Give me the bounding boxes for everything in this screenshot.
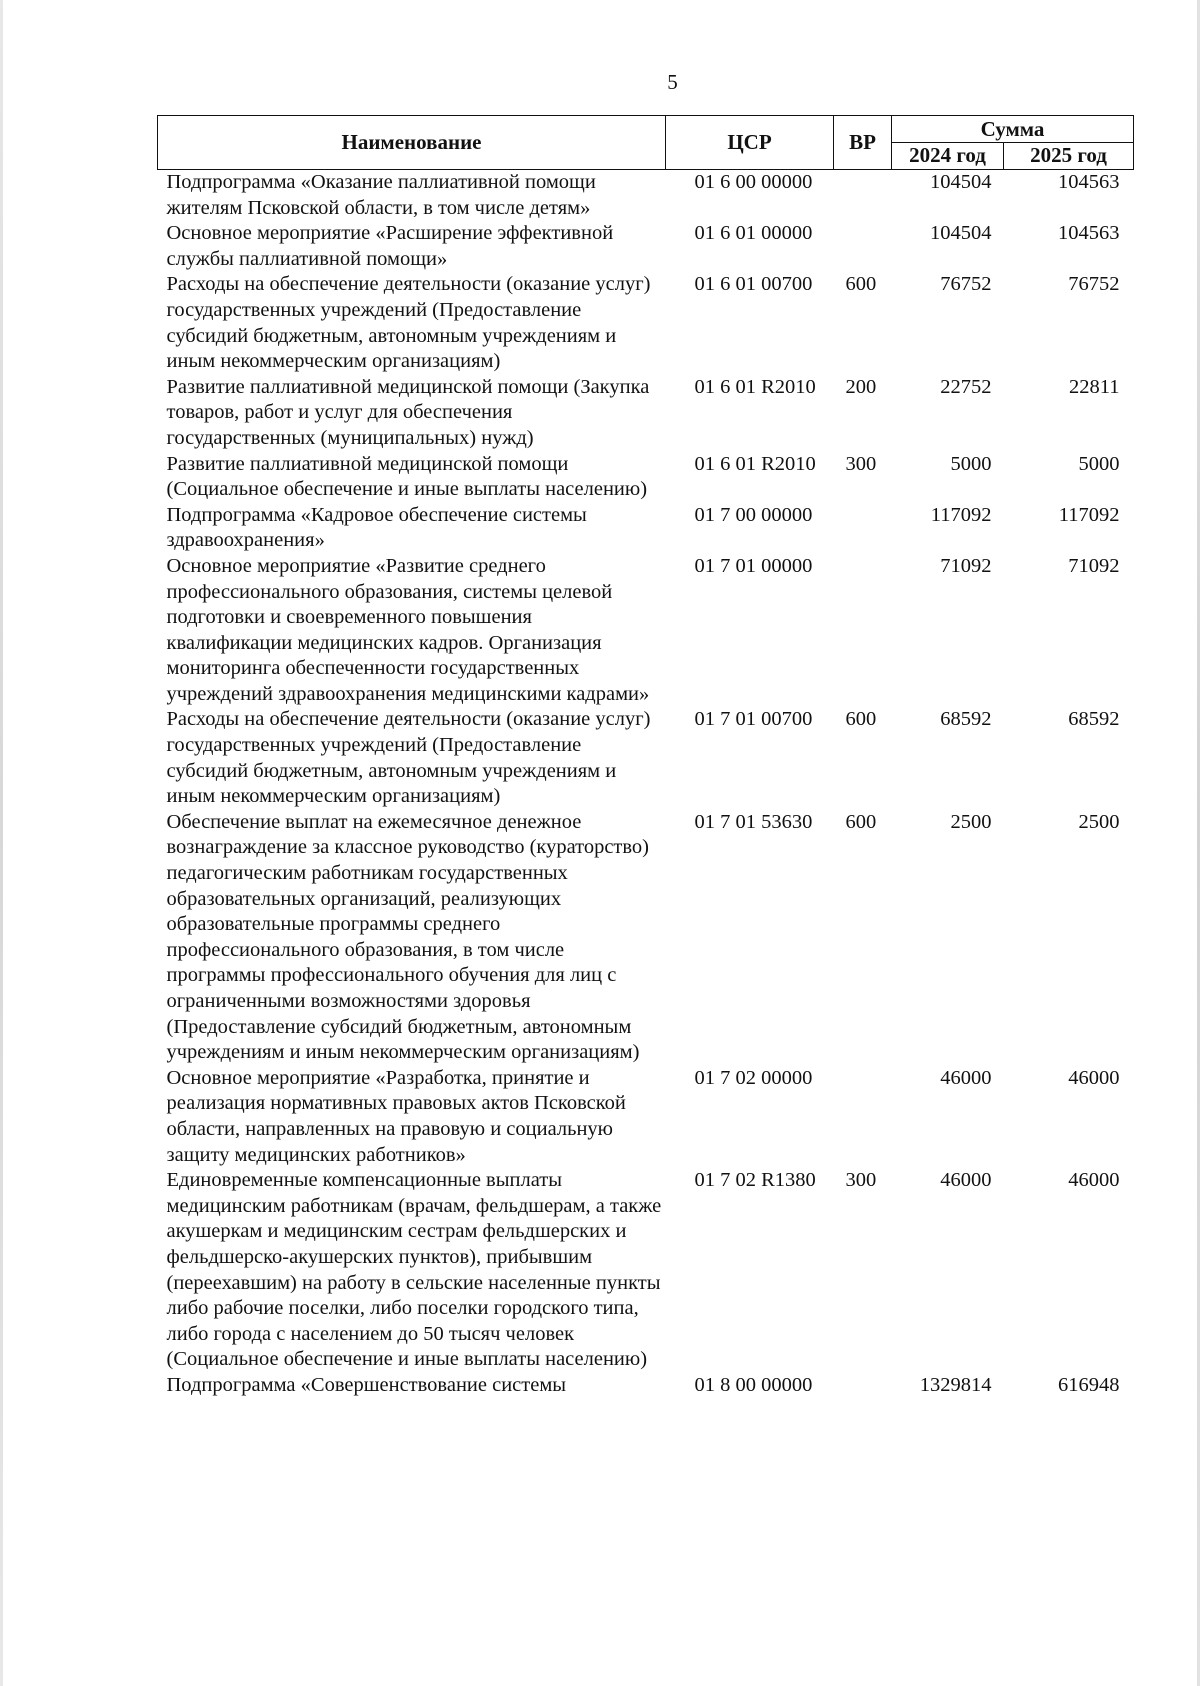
row-name: Основное мероприятие «Расширение эффективной службы паллиативной помощи» <box>166 222 614 270</box>
row-vr <box>834 1373 892 1399</box>
row-sum-2025: 104563 <box>1058 171 1120 193</box>
row-vr: 300 <box>845 1169 877 1192</box>
row-sum-2024: 76752 <box>940 273 992 296</box>
row-sum-2024: 104504 <box>930 171 992 193</box>
table-row <box>158 554 1134 708</box>
row-csr: 01 7 01 53630 <box>694 810 813 833</box>
row-csr: 01 6 00 00000 <box>694 171 813 193</box>
row-sum-2024: 1329814 <box>919 1373 992 1396</box>
row-csr: 01 7 02 R1380 <box>694 1169 816 1192</box>
page-number: 5 <box>667 70 678 94</box>
row-csr: 01 6 01 00700 <box>694 273 813 296</box>
row-sum-2024: 117092 <box>930 503 992 526</box>
row-sum-2025: 2500 <box>1078 810 1120 833</box>
row-sum-2024: 104504 <box>930 222 992 245</box>
table-row <box>158 810 1134 1066</box>
table-row <box>158 707 1134 809</box>
header-sum: Сумма <box>892 116 1134 143</box>
row-sum-2025: 71092 <box>1068 554 1120 577</box>
row-name: Основное мероприятие «Развитие среднего профессионального образования, системы целевой подготовки и своевременного повышения квалификации медицинских кадров. Организация мониторинга обеспеченности государственных учреждений здравоохранения медицинскими кадрами» <box>166 554 650 705</box>
table-header <box>158 116 1134 170</box>
row-csr: 01 7 02 00000 <box>694 1066 813 1089</box>
table-row <box>158 272 1134 374</box>
row-csr: 01 7 01 00000 <box>694 554 813 577</box>
row-sum-2025: 104563 <box>1058 222 1120 245</box>
row-sum-2025: 46000 <box>1068 1066 1120 1089</box>
row-sum-2025: 117092 <box>1058 503 1120 526</box>
row-csr: 01 7 00 00000 <box>694 503 813 526</box>
row-vr: 300 <box>845 452 877 475</box>
row-sum-2025: 76752 <box>1068 273 1120 296</box>
row-vr <box>834 1066 892 1168</box>
row-name: Обеспечение выплат на ежемесячное денежное вознаграждение за классное руководство (кураторство) педагогическим работникам государственных образовательных организаций, реализующих образовательные программы среднего профессионального образования, в том числе программы профессионального обучения для лиц с ограниченными возможностями здоровья (Предоставление субсидий бюджетным, автономным учреждениям и иным некоммерческим организациям) <box>166 810 650 1064</box>
row-name: Подпрограмма «Кадровое обеспечение системы здравоохранения» <box>166 503 587 552</box>
row-vr <box>834 170 892 222</box>
row-vr <box>834 554 892 708</box>
row-vr: 600 <box>845 273 877 296</box>
budget-table <box>157 115 1134 1399</box>
table-row <box>158 1066 1134 1168</box>
table-row <box>158 503 1134 554</box>
row-sum-2024: 46000 <box>940 1066 992 1089</box>
row-sum-2024: 2500 <box>950 810 992 833</box>
row-csr: 01 6 01 00000 <box>694 222 813 245</box>
row-vr <box>834 221 892 272</box>
table-body <box>158 170 1134 1399</box>
table-row <box>158 452 1134 503</box>
scan-edge-left <box>0 0 3 1686</box>
row-vr <box>834 503 892 554</box>
table-row <box>158 221 1134 272</box>
table-row <box>158 170 1134 222</box>
header-year-2025: 2025 год <box>1004 143 1134 170</box>
header-name: Наименование <box>158 116 666 170</box>
row-sum-2024: 68592 <box>940 708 992 731</box>
row-csr: 01 7 01 00700 <box>694 708 813 731</box>
row-sum-2025: 616948 <box>1058 1373 1120 1396</box>
row-sum-2024: 71092 <box>940 554 992 577</box>
row-csr: 01 6 01 R2010 <box>694 375 816 398</box>
header-csr: ЦСР <box>666 116 834 170</box>
header-vr: ВР <box>834 116 892 170</box>
row-sum-2025: 5000 <box>1078 452 1120 475</box>
row-name: Единовременные компенсационные выплаты медицинским работникам (врачам, фельдшерам, а также акушеркам и медицинским сестрам фельдшерских и фельдшерско-акушерских пунктов), прибывшим (переехавшим) на работу в сельские населенные пункты либо рабочие поселки, либо поселки городского типа, либо города с населением до 50 тысяч человек (Социальное обеспечение и иные выплаты населению) <box>166 1169 662 1371</box>
row-name: Подпрограмма «Совершенствование системы <box>166 1373 567 1396</box>
row-name: Расходы на обеспечение деятельности (оказание услуг) государственных учреждений (Предоставление субсидий бюджетным, автономным учреждениям и иным некоммерческим организациям) <box>166 708 651 808</box>
row-csr: 01 8 00 00000 <box>694 1373 813 1396</box>
table-row <box>158 375 1134 452</box>
row-vr: 200 <box>845 375 877 398</box>
row-sum-2024: 5000 <box>950 452 992 475</box>
row-sum-2025: 46000 <box>1068 1169 1120 1192</box>
row-sum-2025: 22811 <box>1069 375 1120 398</box>
table-row <box>158 1373 1134 1399</box>
header-year-2024: 2024 год <box>892 143 1004 170</box>
row-csr: 01 6 01 R2010 <box>694 452 816 475</box>
row-sum-2025: 68592 <box>1068 708 1120 731</box>
row-name: Развитие паллиативной медицинской помощи (Закупка товаров, работ и услуг для обеспечения государственных (муниципальных) нужд) <box>166 375 650 449</box>
row-name: Развитие паллиативной медицинской помощи (Социальное обеспечение и иные выплаты населению) <box>166 452 648 501</box>
row-name: Основное мероприятие «Разработка, принятие и реализация нормативных правовых актов Псковской области, направленных на правовую и социальную защиту медицинских работников» <box>166 1066 626 1166</box>
table-row <box>158 1168 1134 1373</box>
row-sum-2024: 46000 <box>940 1169 992 1192</box>
row-sum-2024: 22752 <box>940 375 992 398</box>
row-name: Расходы на обеспечение деятельности (оказание услуг) государственных учреждений (Предоставление субсидий бюджетным, автономным учреждениям и иным некоммерческим организациям) <box>166 273 651 373</box>
row-vr: 600 <box>845 708 877 731</box>
row-vr: 600 <box>845 810 877 833</box>
row-name: Подпрограмма «Оказание паллиативной помощи жителям Псковской области, в том числе детям» <box>166 171 596 219</box>
